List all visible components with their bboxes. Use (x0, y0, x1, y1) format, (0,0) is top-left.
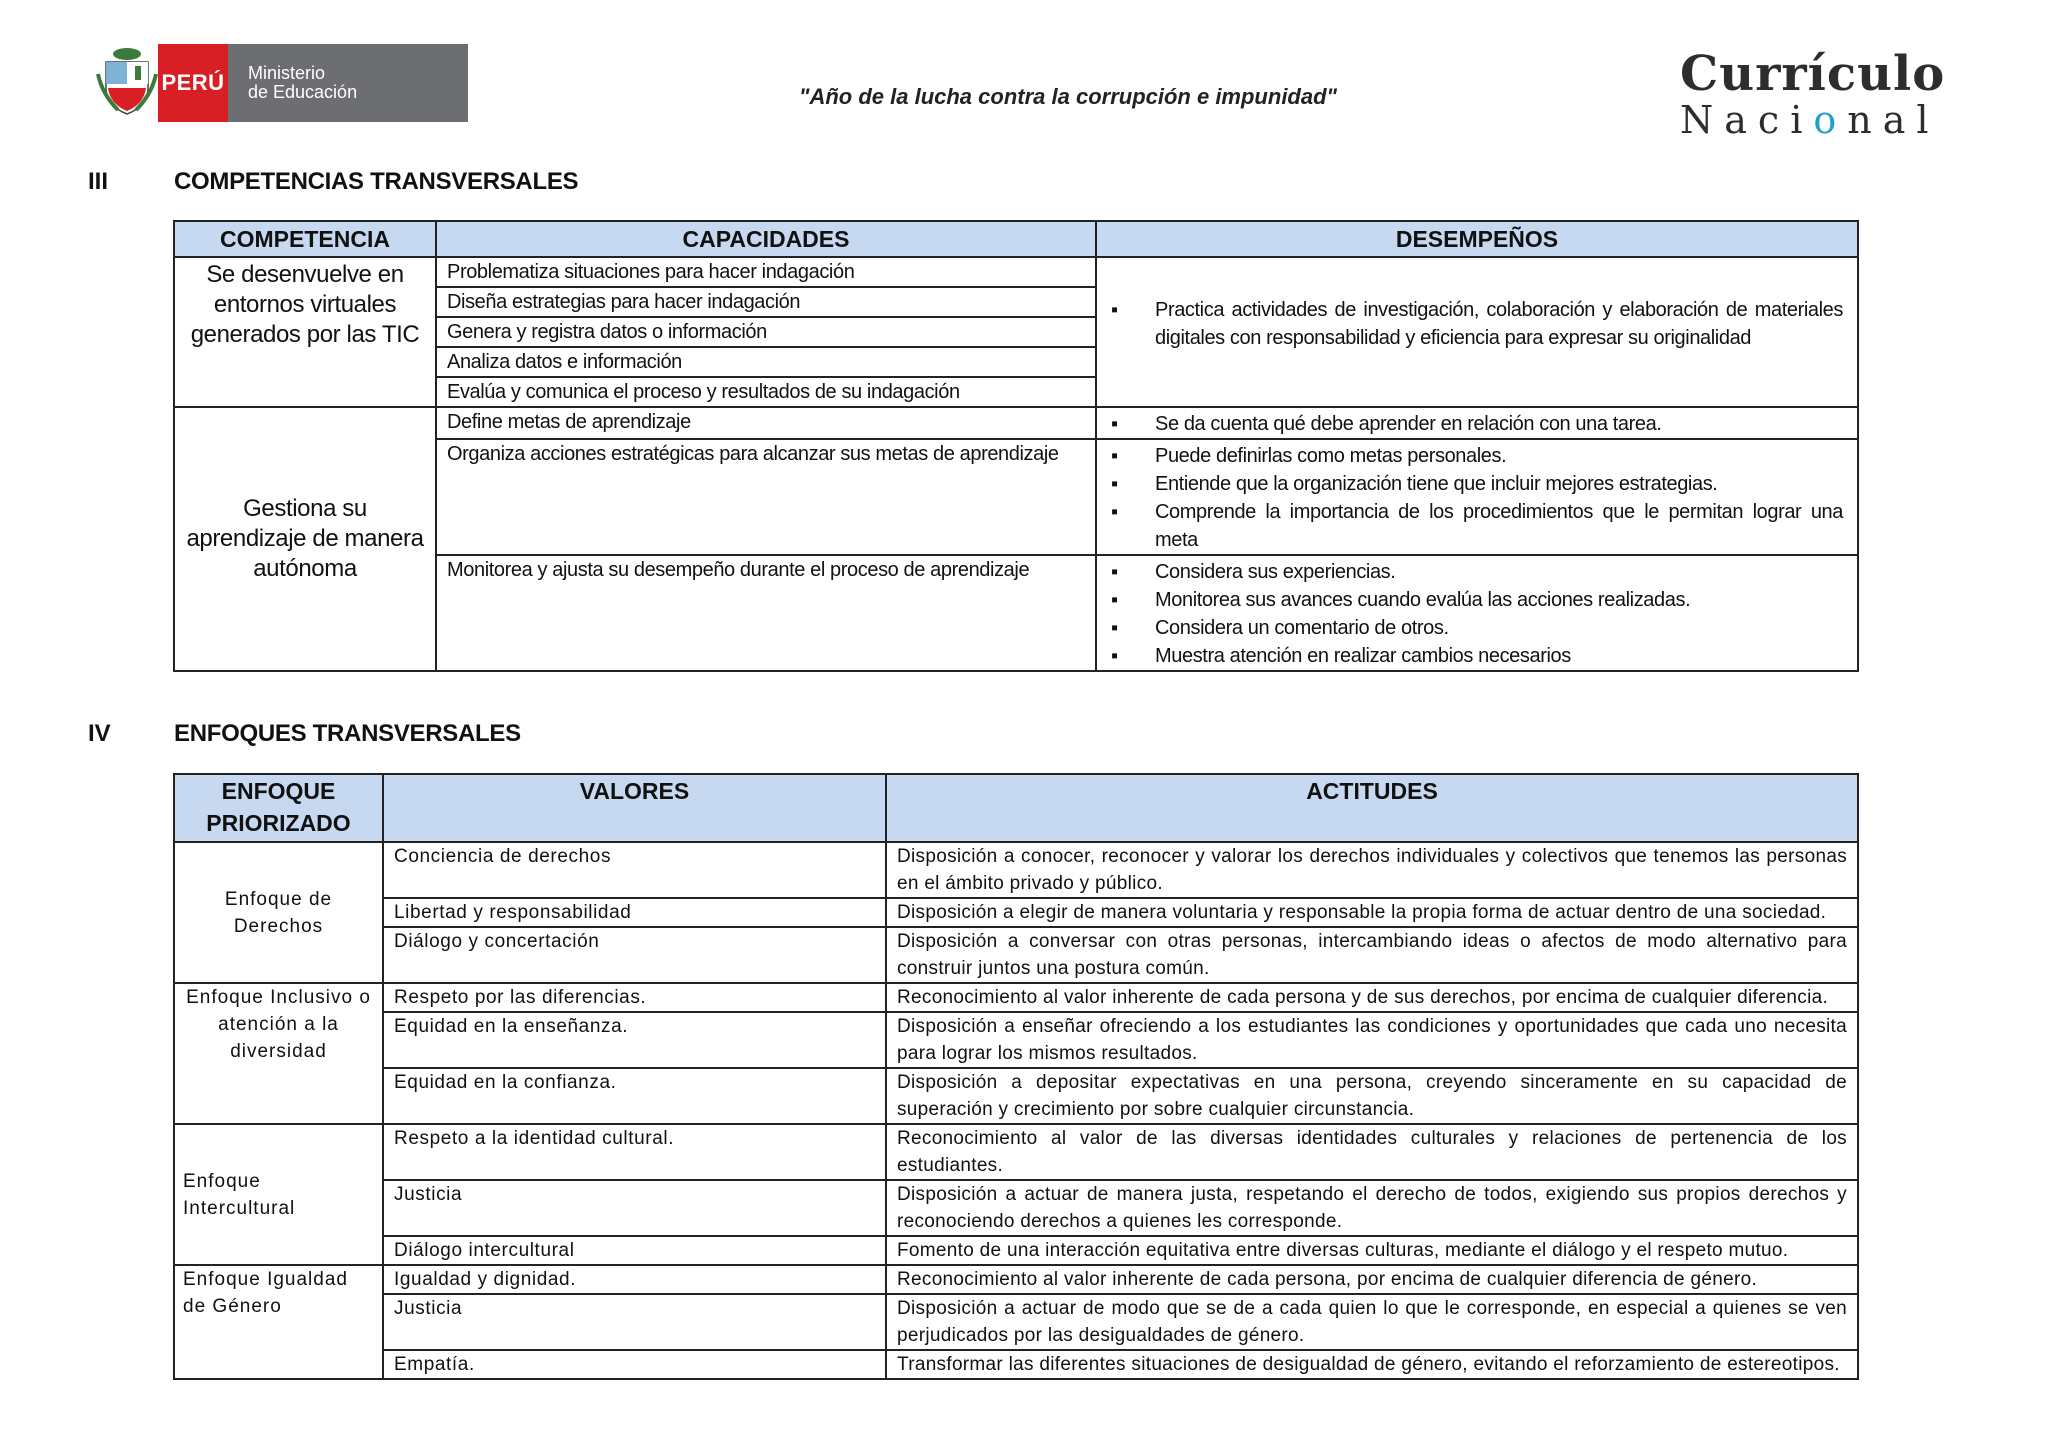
capacidad-cell: Define metas de aprendizaje (436, 407, 1096, 439)
actitud-cell: Reconocimiento al valor de las diversas identidades culturales y relaciones de pertenencia de los estudiantes. (886, 1124, 1858, 1180)
actitud-cell: Reconocimiento al valor inherente de cada persona y de sus derechos, por encima de cualquier diferencia. (886, 983, 1858, 1012)
enfoque-cell: Enfoque Intercultural (174, 1124, 383, 1265)
section-3-title: COMPETENCIAS TRANSVERSALES (174, 168, 579, 195)
table-row (174, 1012, 1858, 1068)
peru-label: PERÚ (158, 44, 228, 122)
desempeno-cell (1096, 439, 1858, 555)
brand-line-2 (1680, 98, 1980, 142)
table-row (174, 1294, 1858, 1350)
col-header-valores: VALORES (383, 774, 886, 842)
list-item: ▪ Monitorea sus avances cuando evalúa las acciones realizadas. (1111, 586, 1843, 614)
brand-part-b: nal (1847, 98, 1940, 142)
actitud-cell: Disposición a enseñar ofreciendo a los estudiantes las condiciones y oportunidades que cada uno necesita para lograr los mismos resultados. (886, 1012, 1858, 1068)
valor-cell: Diálogo y concertación (383, 927, 886, 983)
table-row (174, 842, 1858, 898)
enfoque-cell: Enfoque Igualdad de Género (174, 1265, 383, 1379)
ministry-logo (96, 44, 468, 122)
competencia-cell: Gestiona su aprendizaje de manera autónoma (174, 407, 436, 671)
desempeno-list (1111, 296, 1843, 352)
col-header-capacidades: CAPACIDADES (436, 221, 1096, 257)
desempeno-list (1111, 410, 1843, 438)
actitud-cell: Reconocimiento al valor inherente de cada persona, por encima de cualquier diferencia de género. (886, 1265, 1858, 1294)
table-row (174, 927, 1858, 983)
valor-cell: Equidad en la enseñanza. (383, 1012, 886, 1068)
col-header-enfoque: ENFOQUE PRIORIZADO (174, 774, 383, 842)
list-item: ▪ Muestra atención en realizar cambios necesarios (1111, 642, 1843, 670)
table-row (174, 407, 1858, 439)
list-item: ▪ Puede definirlas como metas personales. (1111, 442, 1843, 470)
list-item: ▪ Considera un comentario de otros. (1111, 614, 1843, 642)
valor-cell: Equidad en la confianza. (383, 1068, 886, 1124)
enfoques-table (173, 773, 1859, 1380)
section-4-number: IV (88, 720, 111, 747)
brand-part-o: o (1813, 98, 1848, 142)
list-item: ▪ Comprende la importancia de los procedimientos que le permitan lograr una meta (1111, 498, 1843, 554)
col-header-desempenos: DESEMPEÑOS (1096, 221, 1858, 257)
valor-cell: Justicia (383, 1294, 886, 1350)
valor-cell: Justicia (383, 1180, 886, 1236)
actitud-cell: Transformar las diferentes situaciones de desigualdad de género, evitando el reforzamiento de estereotipos. (886, 1350, 1858, 1379)
table-row (174, 983, 1858, 1012)
enfoque-cell: Enfoque Inclusivo o atención a la diversidad (174, 983, 383, 1124)
desempeno-cell (1096, 555, 1858, 671)
valor-cell: Respeto por las diferencias. (383, 983, 886, 1012)
list-item: ▪ Considera sus experiencias. (1111, 558, 1843, 586)
capacidad-cell: Genera y registra datos o información (436, 317, 1096, 347)
table-row (174, 1265, 1858, 1294)
section-4-title: ENFOQUES TRANSVERSALES (174, 720, 521, 747)
col-header-competencia: COMPETENCIA (174, 221, 436, 257)
actitud-cell: Disposición a actuar de manera justa, respetando el derecho de todos, exigiendo sus propios derechos y reconociendo derechos a quienes les corresponde. (886, 1180, 1858, 1236)
capacidad-cell: Organiza acciones estratégicas para alcanzar sus metas de aprendizaje (436, 439, 1096, 555)
actitud-cell: Disposición a conversar con otras personas, intercambiando ideas o afectos de modo alternativo para construir juntos una postura común. (886, 927, 1858, 983)
capacidad-cell: Diseña estrategias para hacer indagación (436, 287, 1096, 317)
ministry-line-2: de Educación (248, 82, 358, 102)
desempeno-cell (1096, 407, 1858, 439)
table-row (174, 1124, 1858, 1180)
brand-line-1: Currículo (1680, 46, 1946, 102)
valor-cell: Diálogo intercultural (383, 1236, 886, 1265)
actitud-cell: Disposición a conocer, reconocer y valorar los derechos individuales y colectivos que tenemos las personas en el ámbito privado y público. (886, 842, 1858, 898)
list-item: ▪ Se da cuenta qué debe aprender en relación con una tarea. (1111, 410, 1843, 438)
year-motto: "Año de la lucha contra la corrupción e impunidad" (799, 84, 1337, 109)
ministry-name (228, 44, 468, 122)
desempeno-list (1111, 442, 1843, 554)
ministry-line-1: Ministerio (248, 63, 326, 83)
competencia-cell: Se desenvuelve en entornos virtuales generados por las TIC (174, 257, 436, 407)
table-row (174, 1180, 1858, 1236)
valor-cell: Respeto a la identidad cultural. (383, 1124, 886, 1180)
desempeno-list (1111, 558, 1843, 670)
table-row (174, 1068, 1858, 1124)
brand-part-a: Naci (1680, 98, 1814, 142)
actitud-cell: Fomento de una interacción equitativa entre diversas culturas, mediante el diálogo y el respeto mutuo. (886, 1236, 1858, 1265)
valor-cell: Empatía. (383, 1350, 886, 1379)
actitud-cell: Disposición a actuar de modo que se de a cada quien lo que le corresponde, en especial a quienes se ven perjudicados por las desigualdades de género. (886, 1294, 1858, 1350)
list-item: ▪ Practica actividades de investigación, colaboración y elaboración de materiales digitales con responsabilidad y eficiencia para expresar su originalidad (1111, 296, 1843, 352)
valor-cell: Igualdad y dignidad. (383, 1265, 886, 1294)
capacidad-cell: Evalúa y comunica el proceso y resultados de su indagación (436, 377, 1096, 407)
capacidad-cell: Problematiza situaciones para hacer indagación (436, 257, 1096, 287)
actitud-cell: Disposición a depositar expectativas en una persona, creyendo sinceramente en su capacidad de superación y crecimiento por sobre cualquier circunstancia. (886, 1068, 1858, 1124)
col-header-actitudes: ACTITUDES (886, 774, 1858, 842)
table-row (174, 1236, 1858, 1265)
table-row (174, 898, 1858, 927)
table-row (174, 257, 1858, 287)
table-header-row (174, 221, 1858, 257)
table-header-row (174, 774, 1858, 842)
competencias-table (173, 220, 1859, 672)
peru-coat-of-arms-icon (96, 44, 158, 122)
section-3-number: III (88, 168, 109, 195)
table-row (174, 1350, 1858, 1379)
desempeno-cell (1096, 257, 1858, 407)
capacidad-cell: Analiza datos e información (436, 347, 1096, 377)
capacidad-cell: Monitorea y ajusta su desempeño durante el proceso de aprendizaje (436, 555, 1096, 671)
enfoque-cell: Enfoque de Derechos (174, 842, 383, 983)
valor-cell: Conciencia de derechos (383, 842, 886, 898)
curriculo-nacional-logo (1680, 46, 1980, 142)
actitud-cell: Disposición a elegir de manera voluntaria y responsable la propia forma de actuar dentro de una sociedad. (886, 898, 1858, 927)
list-item: ▪ Entiende que la organización tiene que incluir mejores estrategias. (1111, 470, 1843, 498)
valor-cell: Libertad y responsabilidad (383, 898, 886, 927)
